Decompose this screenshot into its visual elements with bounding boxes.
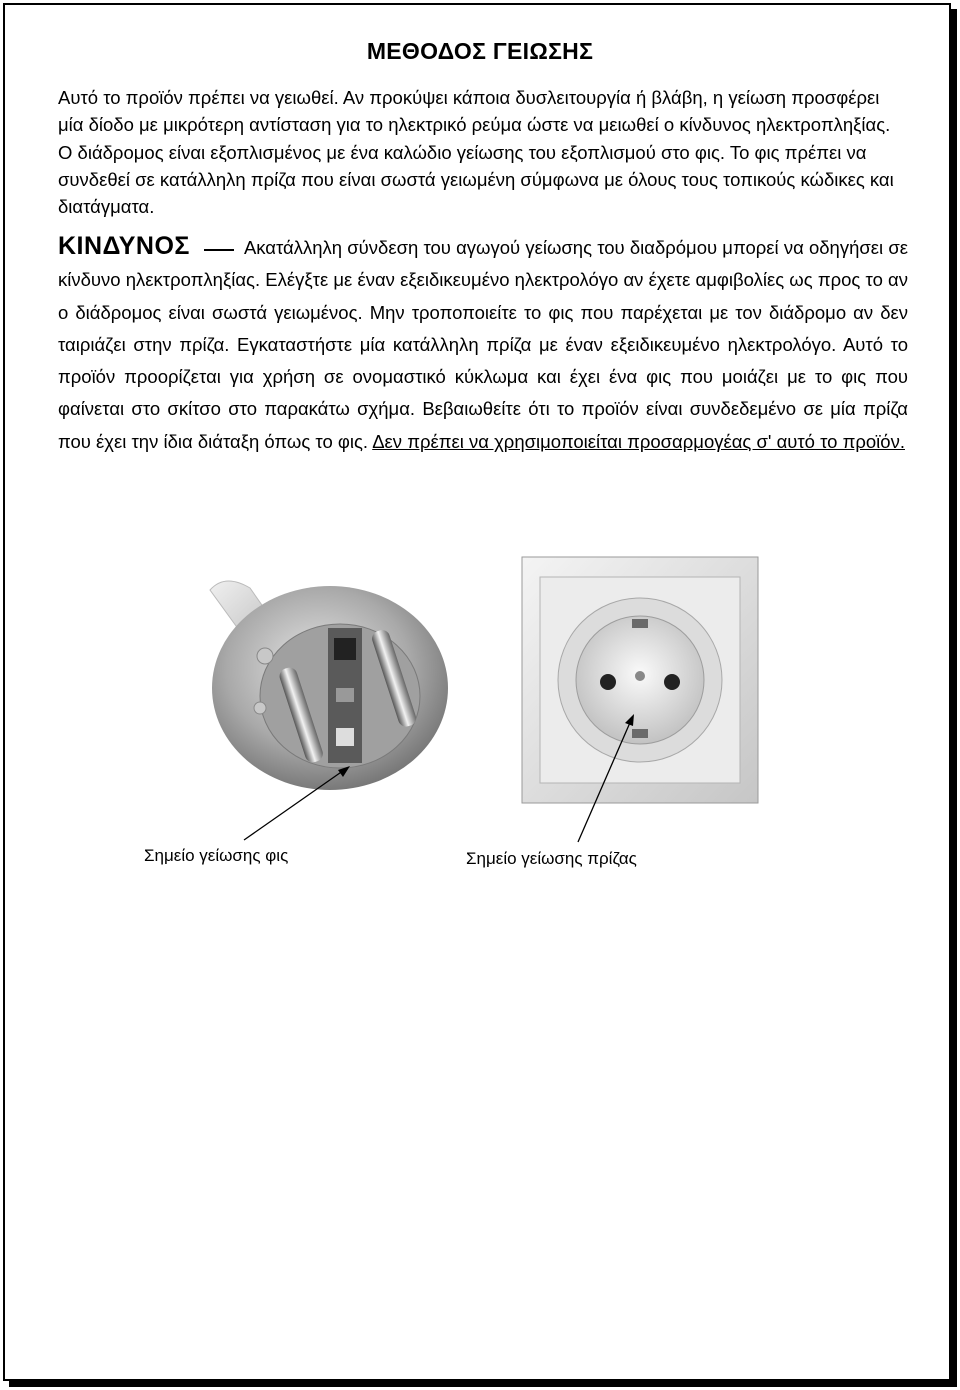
plug-ground-label: Σημείο γείωσης φις xyxy=(144,846,289,865)
adapter-warning: Δεν πρέπει να χρησιμοποιείται προσαρμογέας σ' αυτό το προϊόν. xyxy=(372,430,905,452)
danger-dash xyxy=(204,249,234,251)
intro-paragraph: Αυτό το προϊόν πρέπει να γειωθεί. Αν προκύψει κάποια δυσλειτουργία ή βλάβη, η γείωση προσφέρει μία δίοδο με μικρότερη αντίσταση για το ηλεκτρικό ρεύμα ώστε να μειωθεί ο κίνδυνος ηλεκτροπληξίας. Ο διάδρομος είναι εξοπλισμένος με ένα καλώδιο γείωσης του εξοπλισμού στο φις. Το φις πρέπει να συνδεθεί σε κατάλληλη πρίζα που είναι σωστά γειωμένη σύμφωνα με όλους τους τοπικούς κώδικες και διατάγματα. xyxy=(58,87,894,218)
danger-heading: ΚΙΝΔΥΝΟΣ xyxy=(58,232,190,260)
socket-image xyxy=(520,555,760,805)
danger-text: Ακατάλληλη σύνδεση του αγωγού γείωσης του διαδρόμου μπορεί να οδηγήσει σε κίνδυνο ηλεκτροπληξίας. Ελέγξτε με έναν εξειδικευμένο ηλεκτρολόγο αν έχετε αμφιβολίες ως προς το αν ο διάδρομος είναι σωστά γειωμένος. Μην τροποποιείτε το φις που παρέχεται με τον διάδρομο αν δεν ταιριάζει στην πρίζα. Εγκαταστήστε μία κατάλληλη πρίζα με έναν εξειδικευμένο ηλεκτρολόγο. Αυτό το προϊόν προορίζεται για χρήση σε ονομαστικό κύκλωμα και έχει ένα φις που μοιάζει με το φις που φαίνεται στο σκίτσο στο παρακάτω σχήμα. Βεβαιωθείτε ότι το προϊόν είναι συνδεδεμένο σε μία πρίζα που έχει την ίδια διάταξη όπως το φις. xyxy=(58,237,908,452)
plug-image xyxy=(190,568,470,798)
socket-ground-label: Σημείο γείωσης πρίζας xyxy=(466,849,637,868)
danger-paragraph xyxy=(58,230,908,458)
page-title: ΜΕΘΟΔΟΣ ΓΕΙΩΣΗΣ xyxy=(366,38,594,64)
